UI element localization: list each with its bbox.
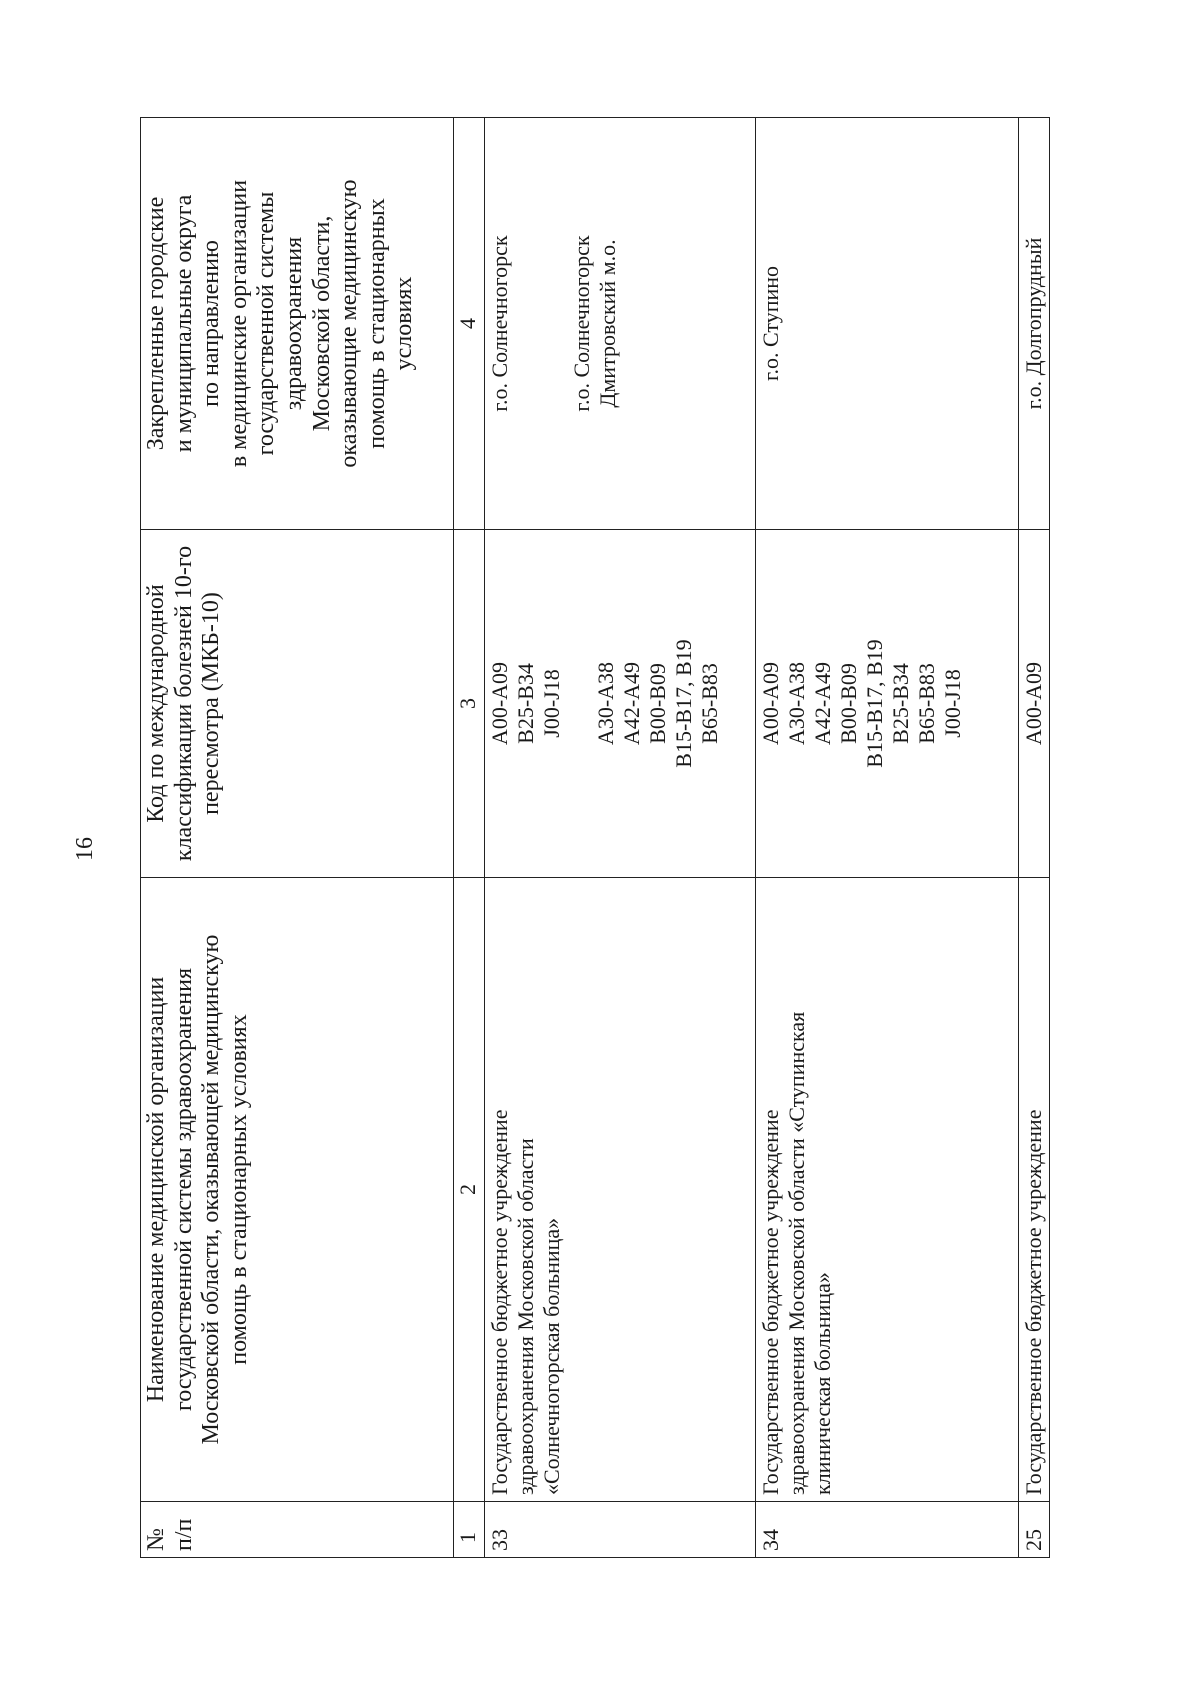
column-number: 4 (454, 118, 485, 530)
table-row (485, 118, 756, 1558)
assigned-districts: г.о. Солнечногорск г.о. Солнечногорск Дмитровский м.о. (485, 118, 756, 530)
column-number: 3 (454, 530, 485, 878)
icd-codes: A00-A09 A30-A38 A42-A49 B00-B09 B15-B17, B19 B25-B34 B65-B83 J00-J18 (756, 530, 1019, 878)
column-number: 1 (454, 1502, 485, 1558)
column-number-row (454, 118, 485, 1558)
organization-name: Государственное бюджетное учреждение здравоохранения Московской области «Ступинская клиническая больница» (756, 878, 1019, 1502)
assigned-districts: г.о. Долгопрудный (1019, 118, 1050, 530)
icd-codes: A00-A09 B25-B34 J00-J18 A30-A38 A42-A49 B00-B09 B15-B17, B19 B65-B83 (485, 530, 756, 878)
assigned-districts: г.о. Ступино (756, 118, 1019, 530)
header-number: № п/п (141, 1502, 454, 1558)
table-row (756, 118, 1019, 1558)
document-table (140, 117, 1050, 1558)
organization-name: Государственное бюджетное учреждение здравоохранения Московской области «Солнечногорская больница» (485, 878, 756, 1502)
row-number: 33 (485, 1502, 756, 1558)
row-number: 25 (1019, 1502, 1050, 1558)
header-districts: Закрепленные городские и муниципальные округа по направлению в медицинские организации государственной системы здравоохранения Московской области, оказывающие медицинскую помощь в стационарных условиях (141, 118, 454, 530)
column-number: 2 (454, 878, 485, 1502)
header-icd-codes: Код по международной классификации болезней 10-го пересмотра (МКБ-10) (141, 530, 454, 878)
row-number: 34 (756, 1502, 1019, 1558)
table-header-row (141, 118, 454, 1558)
organization-name: Государственное бюджетное учреждение (1019, 878, 1050, 1502)
icd-codes: A00-A09 (1019, 530, 1050, 878)
table-row (1019, 118, 1050, 1558)
page-number: 16 (72, 837, 98, 861)
header-organization: Наименование медицинской организации государственной системы здравоохранения Московской области, оказывающей медицинскую помощь в стационарных условиях (141, 878, 454, 1502)
